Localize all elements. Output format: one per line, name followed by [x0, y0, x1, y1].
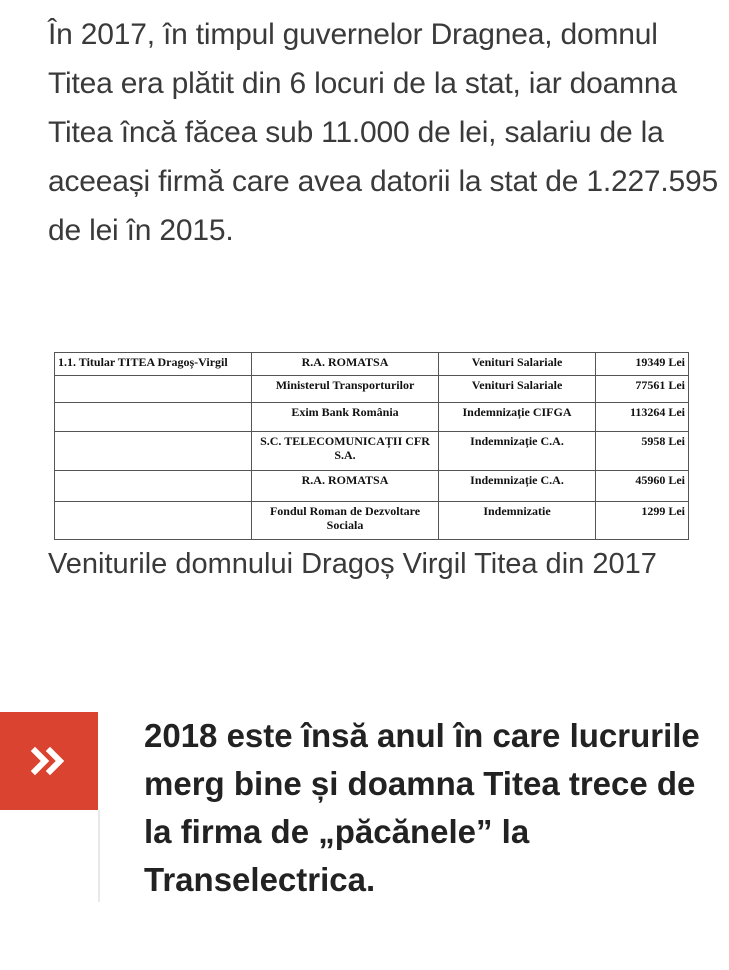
table-cell-type: Indemnizație C.A. [439, 431, 596, 470]
table-cell-type: Indemnizatie [439, 502, 596, 540]
pull-quote-text: 2018 este însă anul în care lucrurile merg bine și doamna Titea trece de la firma de „păcănele” la Transelectrica. [144, 717, 700, 898]
table-cell-amount: 45960 Lei [596, 470, 689, 502]
table-cell-holder [55, 376, 252, 403]
table-cell-holder [55, 403, 252, 431]
income-table-body [55, 353, 689, 540]
table-cell-amount: 1299 Lei [596, 502, 689, 540]
table-cell-amount: 77561 Lei [596, 376, 689, 403]
article-paragraph: În 2017, în timpul guvernelor Dragnea, domnul Titea era plătit din 6 locuri de la stat, iar doamna Titea încă făcea sub 11.000 de lei, salariu de la aceeași firmă care avea datorii la stat de 1.227.595 de lei în 2015. [48, 18, 719, 247]
table-cell-holder [55, 502, 252, 540]
table-row [55, 431, 689, 470]
double-chevron-right-icon [29, 745, 69, 777]
table-cell-source: R.A. ROMATSA [252, 470, 439, 502]
table-row [55, 353, 689, 376]
table-cell-holder [55, 431, 252, 470]
table-row [55, 376, 689, 403]
table-cell-amount: 19349 Lei [596, 353, 689, 376]
table-cell-holder [55, 470, 252, 502]
table-cell-source: Ministerul Transporturilor [252, 376, 439, 403]
table-row [55, 502, 689, 540]
table-cell-amount: 5958 Lei [596, 431, 689, 470]
table-row [55, 403, 689, 431]
table-cell-source: S.C. TELECOMUNICAȚII CFR S.A. [252, 431, 439, 470]
table-cell-amount: 113264 Lei [596, 403, 689, 431]
pull-quote-badge [0, 712, 98, 810]
table-cell-source: R.A. ROMATSA [252, 353, 439, 376]
table-cell-type: Venituri Salariale [439, 353, 596, 376]
table-row [55, 470, 689, 502]
table-cell-source: Exim Bank România [252, 403, 439, 431]
income-table [54, 352, 689, 540]
image-caption: Veniturile domnului Dragoș Virgil Titea din 2017 [48, 548, 657, 580]
table-cell-holder: 1.1. Titular TITEA Dragoș-Virgil [55, 353, 252, 376]
table-cell-source: Fondul Roman de Dezvoltare Sociala [252, 502, 439, 540]
table-cell-type: Venituri Salariale [439, 376, 596, 403]
table-cell-type: Indemnizație C.A. [439, 470, 596, 502]
pull-quote-divider [98, 810, 100, 902]
table-cell-type: Indemnizație CIFGA [439, 403, 596, 431]
